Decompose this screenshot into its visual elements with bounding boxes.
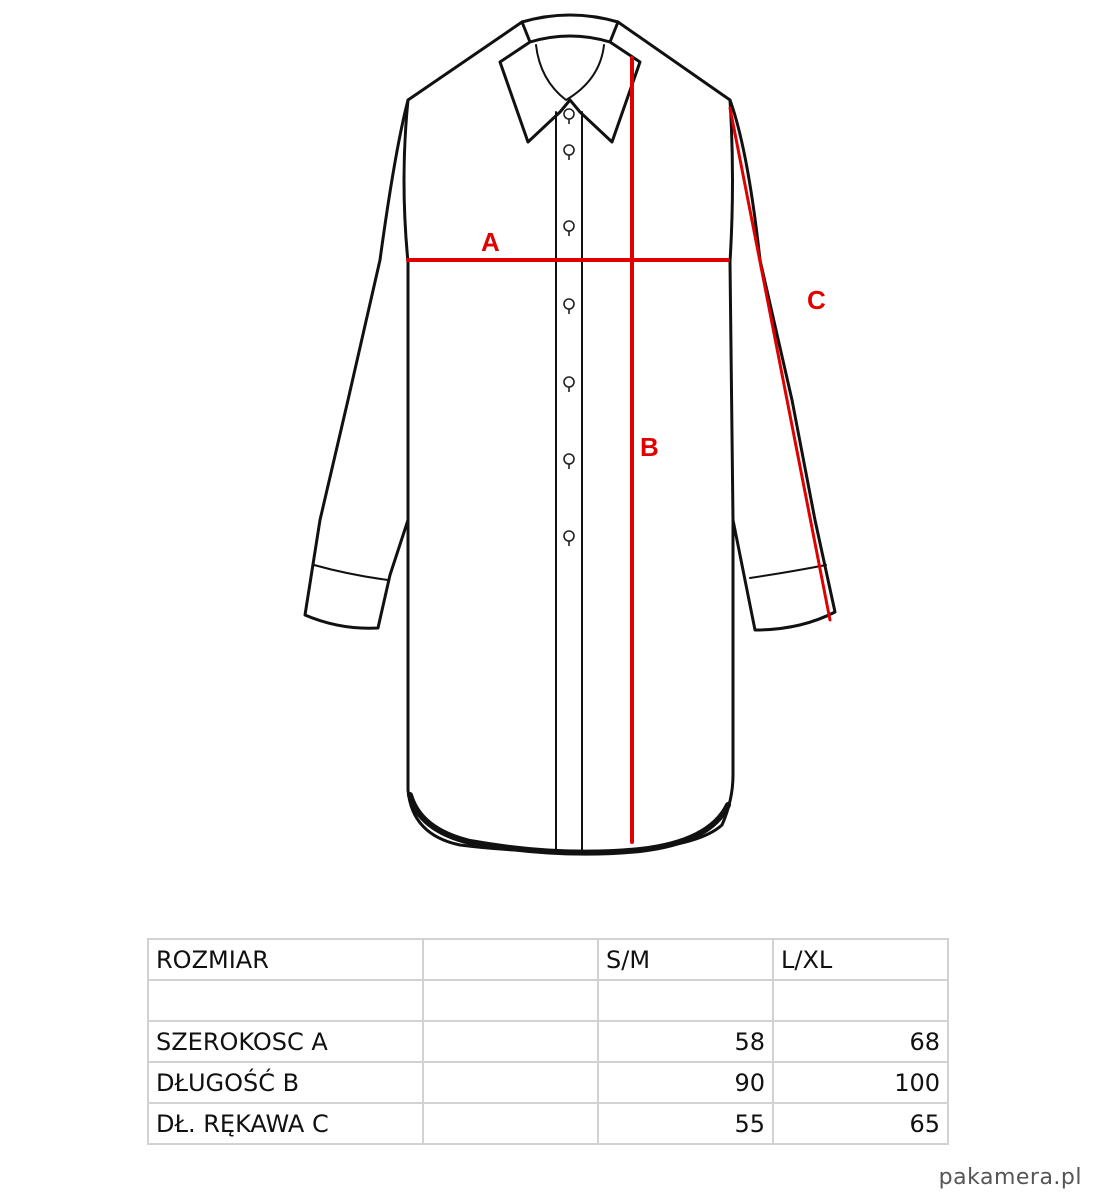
button <box>564 145 574 160</box>
button <box>564 109 574 124</box>
table-row <box>148 1062 948 1103</box>
table-cell: DŁ. RĘKAWA C <box>148 1103 423 1144</box>
watermark: pakamera.pl <box>938 1165 1082 1190</box>
table-cell <box>598 980 773 1021</box>
table-header-cell: ROZMIAR <box>148 939 423 980</box>
shirt-body <box>404 22 733 852</box>
table-header-row <box>148 939 948 980</box>
button <box>564 454 574 469</box>
measure-b-label: B <box>640 432 659 462</box>
shirt-outline <box>305 15 835 853</box>
table-cell: SZEROKOSC A <box>148 1021 423 1062</box>
measure-c-line <box>730 108 830 620</box>
table-header-cell: L/XL <box>773 939 948 980</box>
button <box>564 377 574 392</box>
table-cell: DŁUGOŚĆ B <box>148 1062 423 1103</box>
measurement-lines <box>408 58 830 842</box>
measure-a-label: A <box>481 227 500 257</box>
table-cell: 100 <box>773 1062 948 1103</box>
left-sleeve <box>305 100 408 628</box>
right-sleeve <box>730 100 835 630</box>
collar-band <box>536 45 604 100</box>
table-row <box>148 1103 948 1144</box>
table-row <box>148 980 948 1021</box>
button <box>564 299 574 314</box>
table-cell <box>423 1021 598 1062</box>
table-cell: 68 <box>773 1021 948 1062</box>
size-table <box>147 938 949 1145</box>
button <box>564 221 574 236</box>
button <box>564 531 574 546</box>
table-cell <box>423 980 598 1021</box>
table-cell: 55 <box>598 1103 773 1144</box>
table-cell: 90 <box>598 1062 773 1103</box>
table-cell <box>423 1062 598 1103</box>
right-cuff <box>750 565 826 578</box>
table-cell: 65 <box>773 1103 948 1144</box>
table-cell <box>423 1103 598 1144</box>
table-header-cell: S/M <box>598 939 773 980</box>
table-cell <box>773 980 948 1021</box>
collar <box>500 15 640 142</box>
shirt-buttons <box>564 109 574 546</box>
table-cell: 58 <box>598 1021 773 1062</box>
table-header-cell <box>423 939 598 980</box>
left-cuff <box>314 565 388 580</box>
measure-c-label: C <box>807 285 826 315</box>
table-cell <box>148 980 423 1021</box>
table-row <box>148 1021 948 1062</box>
